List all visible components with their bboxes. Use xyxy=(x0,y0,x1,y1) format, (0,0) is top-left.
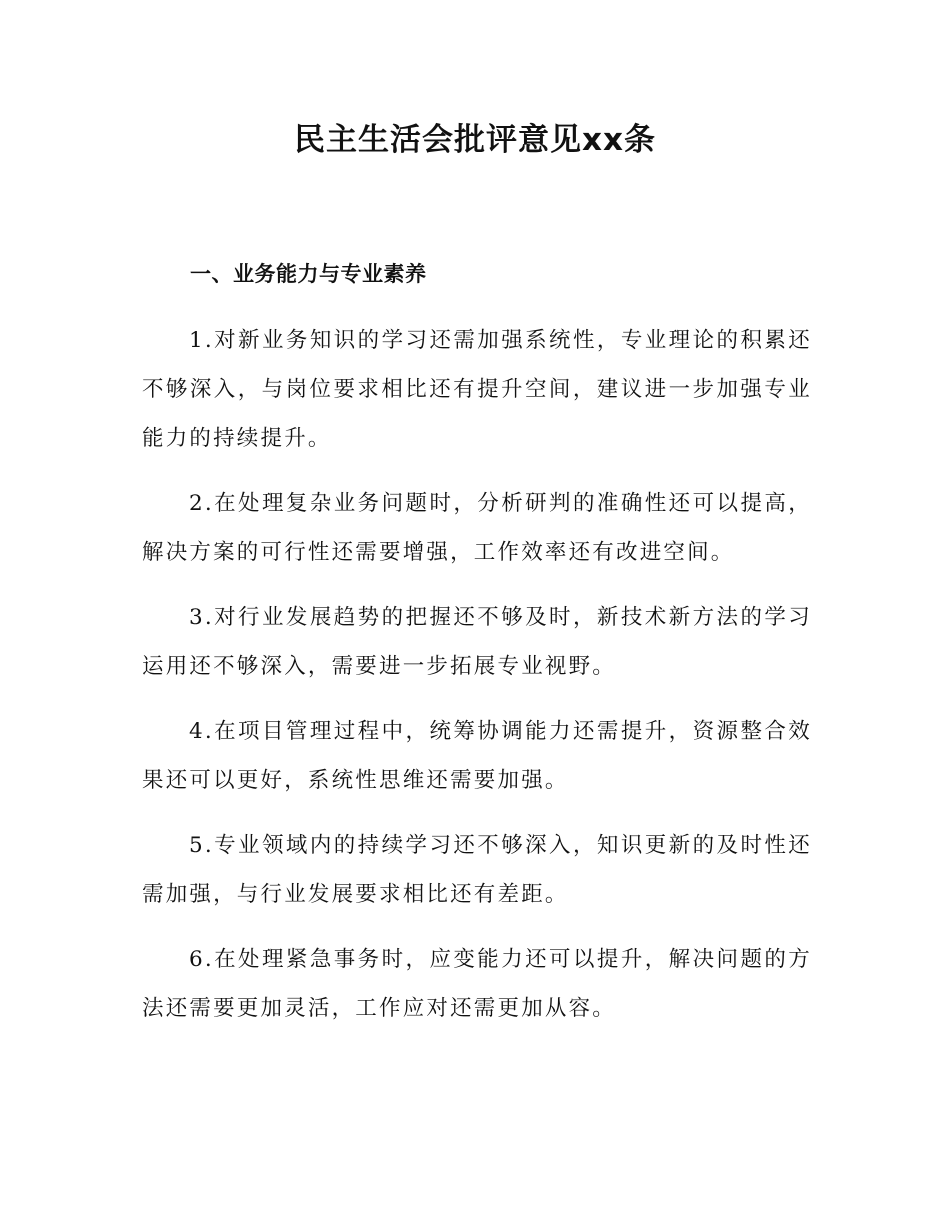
document-title: 民主生活会批评意见xx条 xyxy=(294,122,656,158)
criticism-item-2: 2.在处理复杂业务问题时，分析研判的准确性还可以提高，解决方案的可行性还需要增强，工作效率还有改进空间。 xyxy=(142,491,812,565)
criticism-item-6: 6.在处理紧急事务时，应变能力还可以提升，解决问题的方法还需要更加灵活，工作应对还需更加从容。 xyxy=(142,947,812,1021)
criticism-item-5: 5.专业领域内的持续学习还不够深入，知识更新的及时性还需加强，与行业发展要求相比还有差距。 xyxy=(142,833,812,907)
criticism-item-3: 3.对行业发展趋势的把握还不够及时，新技术新方法的学习运用还不够深入，需要进一步拓展专业视野。 xyxy=(142,605,812,679)
criticism-item-4: 4.在项目管理过程中，统筹协调能力还需提升，资源整合效果还可以更好，系统性思维还需要加强。 xyxy=(142,719,812,793)
criticism-list xyxy=(142,316,812,1049)
section-heading: 一、业务能力与专业素养 xyxy=(190,262,427,286)
criticism-item-1: 1.对新业务知识的学习还需加强系统性，专业理论的积累还不够深入，与岗位要求相比还有提升空间，建议进一步加强专业能力的持续提升。 xyxy=(142,328,812,451)
